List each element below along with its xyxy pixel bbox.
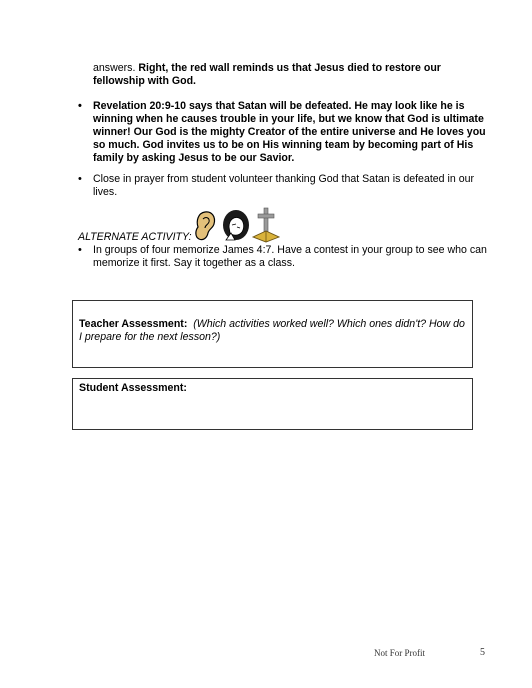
teacher-assessment-question: (Which activities worked well? Which ones didn't? How do I prepare for the next lesson?) [79,318,465,343]
student-assessment-label: Student Assessment: [79,382,187,394]
footer-text: Not For Profit [374,648,426,658]
continuation-paragraph [93,62,485,88]
continuation-lead: answers. [93,62,139,74]
bullet-marker: • [78,244,82,256]
teacher-assessment-text [79,318,465,344]
bullet-memorize: In groups of four memorize James 4:7. Have a contest in your group to see who can memorize it first. Say it together as a class. [93,244,487,269]
cross-bible-icon [253,208,279,242]
teacher-assessment-box [72,300,473,368]
bullet-revelation: Revelation 20:9-10 says that Satan will be defeated. He may look like he is winning when he causes trouble in your life, but we know that God is ultimate winner! Our God is the mighty Creator of the entire universe and He loves you so much. God invites us to be on His winning team by becoming part of His family by asking Jesus to be our Savior. [93,100,486,164]
bullet-close-prayer: Close in prayer from student volunteer thanking God that Satan is defeated in our lives. [93,173,475,198]
alternate-activity-label: ALTERNATE ACTIVITY: [78,231,192,243]
bullet-marker: • [78,100,82,112]
ear-icon [196,212,215,240]
teacher-assessment-label: Teacher Assessment: [79,318,188,330]
praying-head-icon [223,210,249,240]
bullet-marker: • [78,173,82,185]
page-number: 5 [480,647,485,658]
student-assessment-box [72,378,473,430]
activity-icons [193,207,283,243]
continuation-bold: Right, the red wall reminds us that Jesus died to restore our fellowship with God. [93,62,441,87]
